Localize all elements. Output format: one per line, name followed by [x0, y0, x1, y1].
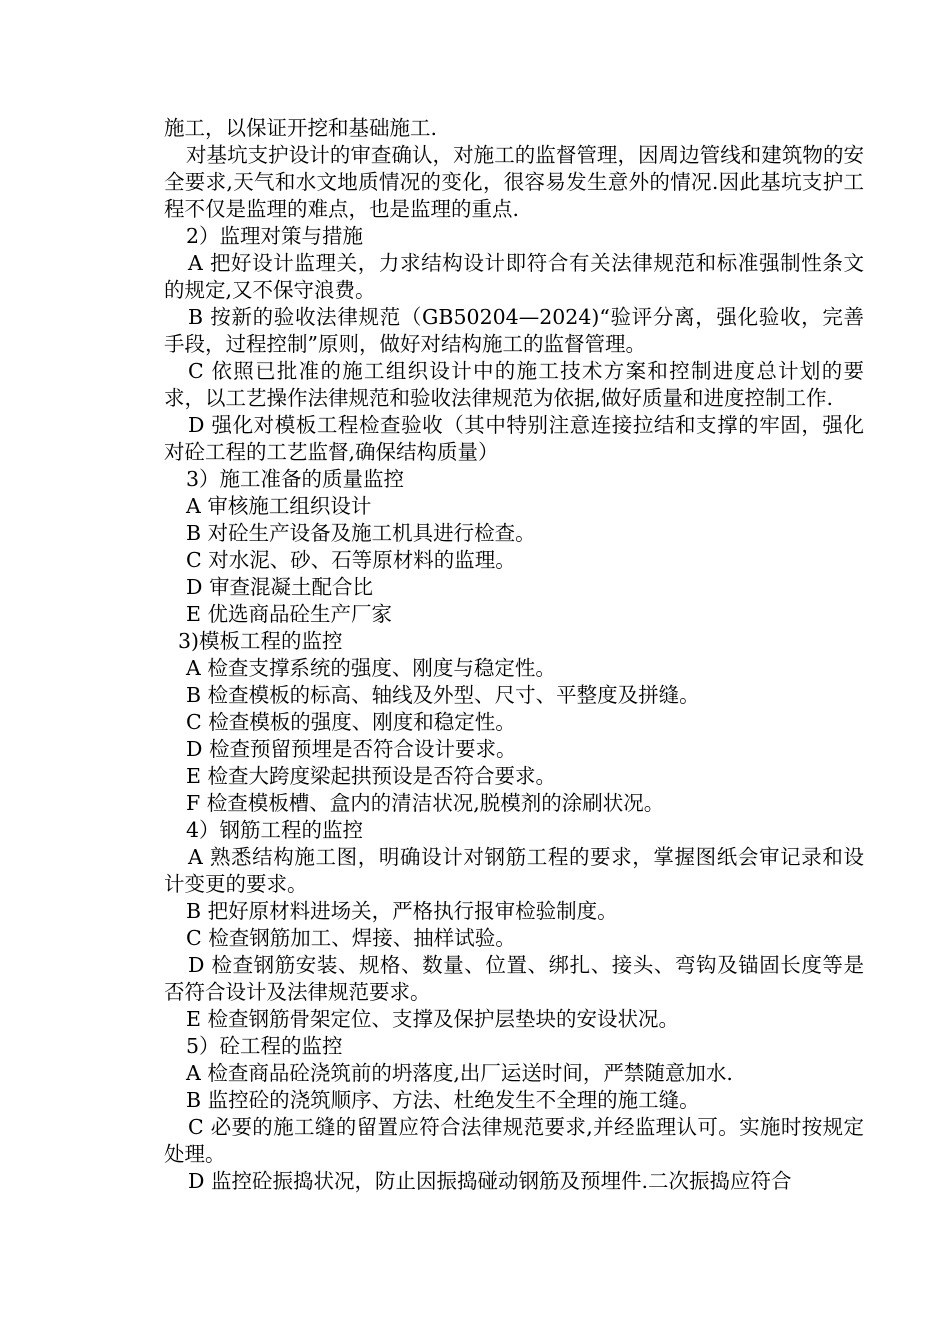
- paragraph: D 审查混凝土配合比: [186, 575, 373, 599]
- paragraph: 2）监理对策与措施: [186, 224, 364, 248]
- paragraph: B 把好原材料进场关，严格执行报审检验制度。: [186, 899, 618, 923]
- paragraph: 4）钢筋工程的监控: [186, 818, 364, 842]
- paragraph: D 检查钢筋安装、规格、数量、位置、绑扎、接头、弯钩及锚固长度等是否符合设计及法律规范要求。: [164, 953, 864, 1004]
- paragraph: B 监控砼的浇筑顺序、方法、杜绝发生不全理的施工缝。: [186, 1088, 700, 1112]
- paragraph: C 对水泥、砂、石等原材料的监理。: [186, 548, 516, 572]
- paragraph: A 检查商品砼浇筑前的坍落度,出厂运送时间，严禁随意加水.: [186, 1061, 733, 1085]
- paragraph: 3）施工准备的质量监控: [186, 467, 405, 491]
- paragraph: C 检查钢筋加工、焊接、抽样试验。: [186, 926, 516, 950]
- paragraph: 5）砼工程的监控: [186, 1034, 343, 1058]
- paragraph: 施工，以保证开挖和基础施工.: [164, 116, 438, 140]
- paragraph: E 优选商品砼生产厂家: [186, 602, 392, 626]
- paragraph: A 审核施工组织设计: [186, 494, 372, 518]
- paragraph: 对基坑支护设计的审查确认，对施工的监督管理，因周边管线和建筑物的安全要求,天气和水文地质情况的变化，很容易发生意外的情况.因此基坑支护工程不仅是监理的难点，也是监理的重点.: [164, 143, 864, 221]
- paragraph: D 强化对模板工程检查验收（其中特别注意连接拉结和支撑的牢固，强化对砼工程的工艺监督,确保结构质量）: [164, 413, 864, 464]
- paragraph: C 必要的施工缝的留置应符合法律规范要求,并经监理认可。实施时按规定处理。: [164, 1115, 864, 1166]
- paragraph: A 熟悉结构施工图，明确设计对钢筋工程的要求，掌握图纸会审记录和设计变更的要求。: [164, 845, 864, 896]
- paragraph: D 检查预留预埋是否符合设计要求。: [186, 737, 517, 761]
- paragraph: B 检查模板的标高、轴线及外型、尺寸、平整度及拼缝。: [186, 683, 700, 707]
- document-body: [164, 115, 864, 1195]
- paragraph: A 把好设计监理关，力求结构设计即符合有关法律规范和标准强制性条文的规定,又不保守浪费。: [164, 251, 864, 302]
- paragraph: B 按新的验收法律规范（GB50204—2024)“验评分离，强化验收，完善手段，过程控制”原则，做好对结构施工的监督管理。: [164, 305, 864, 356]
- paragraph: B 对砼生产设备及施工机具进行检查。: [186, 521, 536, 545]
- paragraph: A 检查支撑系统的强度、刚度与稳定性。: [186, 656, 556, 680]
- paragraph: E 检查大跨度梁起拱预设是否符合要求。: [186, 764, 556, 788]
- paragraph: 3)模板工程的监控: [178, 629, 343, 653]
- paragraph: F 检查模板槽、盒内的清洁状况,脱模剂的涂刷状况。: [186, 791, 665, 815]
- paragraph: C 依照已批准的施工组织设计中的施工技术方案和控制进度总计划的要求，以工艺操作法律规范和验收法律规范为依据,做好质量和进度控制工作.: [164, 359, 864, 410]
- paragraph: E 检查钢筋骨架定位、支撑及保护层垫块的安设状况。: [186, 1007, 679, 1031]
- paragraph: C 检查模板的强度、刚度和稳定性。: [186, 710, 516, 734]
- paragraph: D 监控砼振捣状况，防止因振捣碰动钢筋及预埋件.二次振捣应符合: [188, 1169, 792, 1193]
